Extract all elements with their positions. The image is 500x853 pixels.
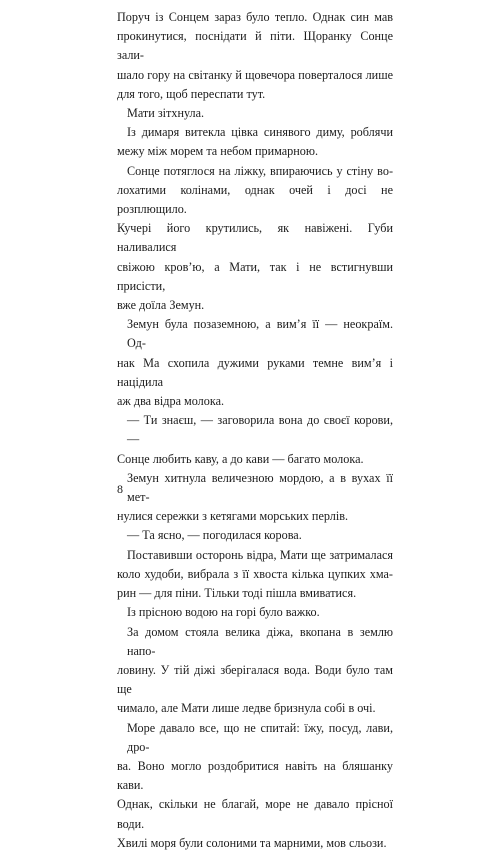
text-line: коло худоби, вибрала з її хвоста кілька цупких хма-	[117, 566, 393, 581]
paragraph	[117, 526, 393, 545]
text-line: — Ти знаєш, — заговорила вона до своєї корови, —	[127, 413, 393, 447]
text-line: вже доїла Земун.	[117, 298, 205, 313]
text-line: Сонце любить каву, а до кави — багато молока.	[117, 451, 364, 466]
text-line: межу між морем та небом примарною.	[117, 144, 319, 159]
text-line: Мати зітхнула.	[127, 106, 205, 121]
paragraph	[117, 8, 393, 104]
text-line: нак Ма схопила дужими руками темне вим’я і націдила	[117, 355, 393, 389]
text-line: Море давало все, що не спитай: їжу, посуд, лави, дро-	[127, 720, 393, 754]
text-line: свіжою кров’ю, а Мати, так і не встигнувши присісти,	[117, 259, 393, 293]
text-line: чимало, але Мати лише ледве бризнула собі в очі.	[117, 701, 376, 716]
text-line: Земун була позаземною, а вим’я її — неокраїм. Од-	[127, 317, 393, 351]
text-line: ловину. У тій діжі зберігалася вода. Води було там ще	[117, 662, 393, 697]
text-line: ва. Воно могло роздобритися навіть на бляшанку кави.	[117, 758, 393, 793]
paragraph	[117, 719, 393, 853]
text-line: Земун хитнула величезною мордою, а в вухах її мет-	[127, 470, 393, 505]
body-text	[117, 8, 393, 853]
text-line: Поставивши осторонь відра, Мати ще затрималася	[127, 547, 393, 562]
paragraph	[117, 603, 393, 622]
page-number: 8	[117, 482, 123, 496]
paragraph	[117, 546, 393, 604]
text-line: Із прісною водою на горі було важко.	[127, 605, 320, 620]
text-line: аж два відра молока.	[117, 394, 225, 409]
text-line: Із димаря витекла цівка синявого диму, роблячи	[127, 125, 393, 140]
text-line: Кучері його крутились, як навіжені. Губи наливалися	[117, 221, 393, 255]
paragraph	[117, 469, 393, 527]
paragraph	[117, 162, 393, 316]
paragraph	[117, 623, 393, 719]
paragraph	[117, 411, 393, 469]
text-line: Сонце потяглося на ліжку, впираючись у стіну во-	[127, 163, 393, 178]
paragraph	[117, 104, 393, 123]
text-line: шало гору на світанку й щовечора поверталося лише	[117, 67, 393, 82]
text-line: прокинутися, поснідати й піти. Щоранку Сонце зали-	[117, 29, 393, 63]
text-line: Хвилі моря були солоними та марними, мов сльози.	[117, 835, 387, 850]
paragraph	[117, 315, 393, 411]
text-line: — Та ясно, — погодилася корова.	[127, 528, 302, 543]
text-line: рин — для піни. Тільки тоді пішла вмиватися.	[117, 586, 357, 601]
paragraph	[117, 123, 393, 161]
text-line: За домом стояла велика діжа, вкопана в землю напо-	[127, 624, 393, 658]
text-line: нулися сережки з кетягами морських перлів.	[117, 509, 349, 524]
text-line: Поруч із Сонцем зараз було тепло. Однак син мав	[117, 10, 393, 24]
text-line: для того, щоб переспати тут.	[117, 86, 266, 101]
text-line: лохатими колінами, однак очей і досі не розплющило.	[117, 182, 393, 217]
text-line: Однак, скільки не благай, море не давало прісної води.	[117, 797, 393, 831]
